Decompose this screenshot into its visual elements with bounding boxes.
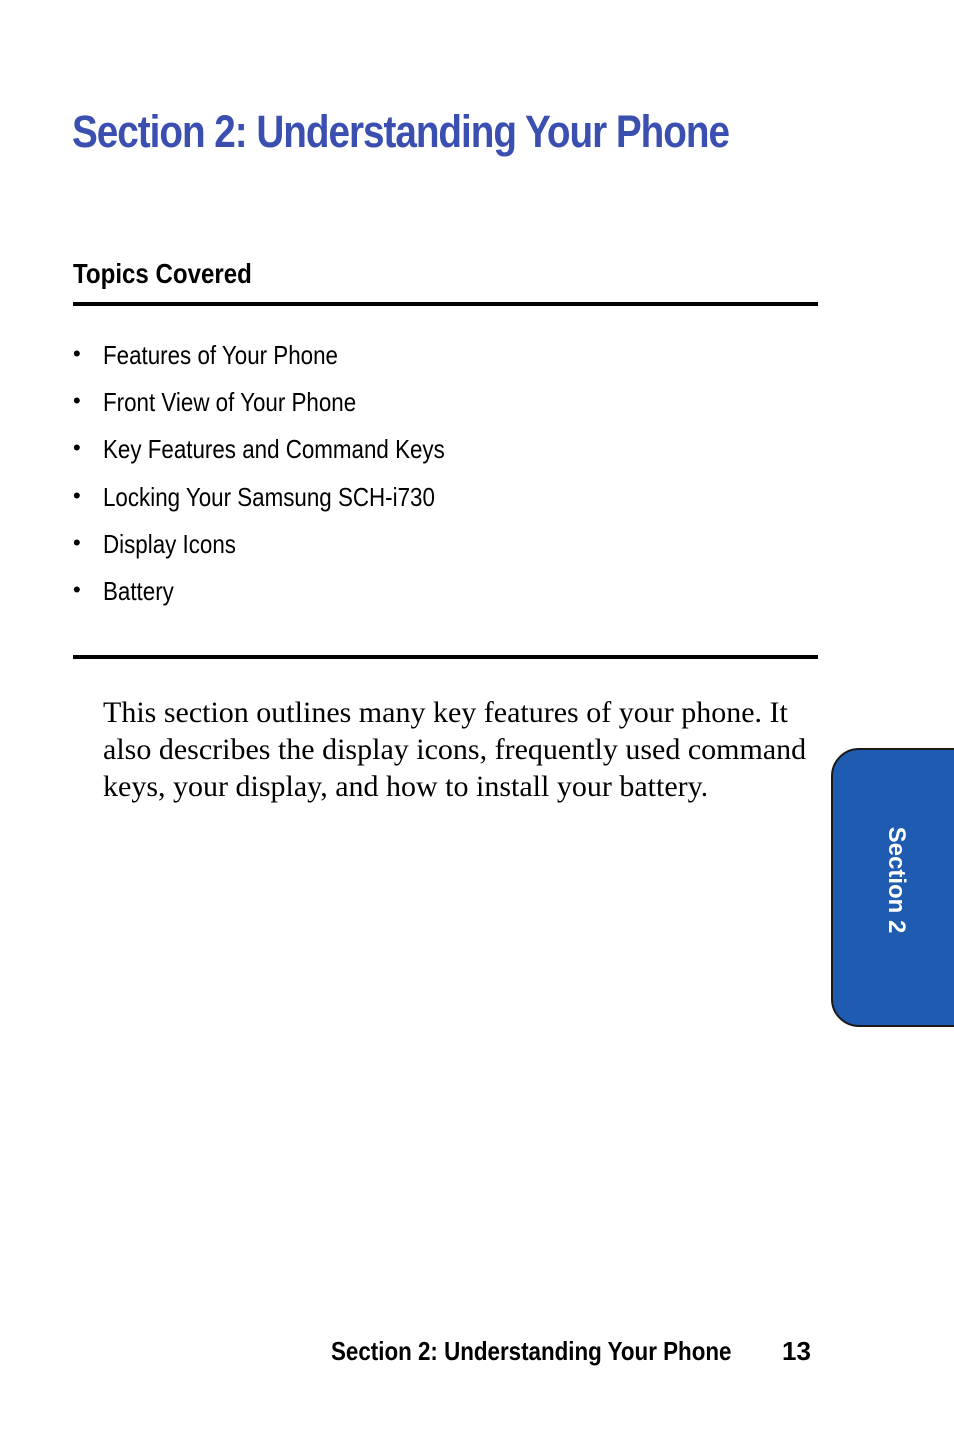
intro-paragraph: This section outlines many key features of your phone. It also describes the display icons, frequently used command keys, your display, and how to install your battery. xyxy=(103,696,807,803)
section-tab xyxy=(831,748,954,1027)
top-divider xyxy=(73,302,818,306)
bullet-icon: • xyxy=(73,576,81,602)
topic-label: Key Features and Command Keys xyxy=(103,434,445,465)
page-number: 13 xyxy=(782,1336,811,1366)
bottom-divider xyxy=(73,655,818,659)
bullet-icon: • xyxy=(73,482,81,508)
topic-label: Display Icons xyxy=(103,528,236,559)
page-title: Section 2: Understanding Your Phone xyxy=(72,106,729,157)
topic-label: Battery xyxy=(103,575,174,606)
section-tab-label: Section 2 xyxy=(883,826,910,934)
bullet-icon: • xyxy=(73,529,81,555)
topic-label: Locking Your Samsung SCH-i730 xyxy=(103,481,435,512)
topic-label: Front View of Your Phone xyxy=(103,387,357,418)
topic-label: Features of Your Phone xyxy=(103,340,338,370)
bullet-icon: • xyxy=(73,388,81,414)
topics-heading: Topics Covered xyxy=(73,258,252,289)
bullet-icon: • xyxy=(73,341,81,366)
bullet-icon: • xyxy=(73,435,81,461)
footer-title: Section 2: Understanding Your Phone xyxy=(331,1336,732,1366)
